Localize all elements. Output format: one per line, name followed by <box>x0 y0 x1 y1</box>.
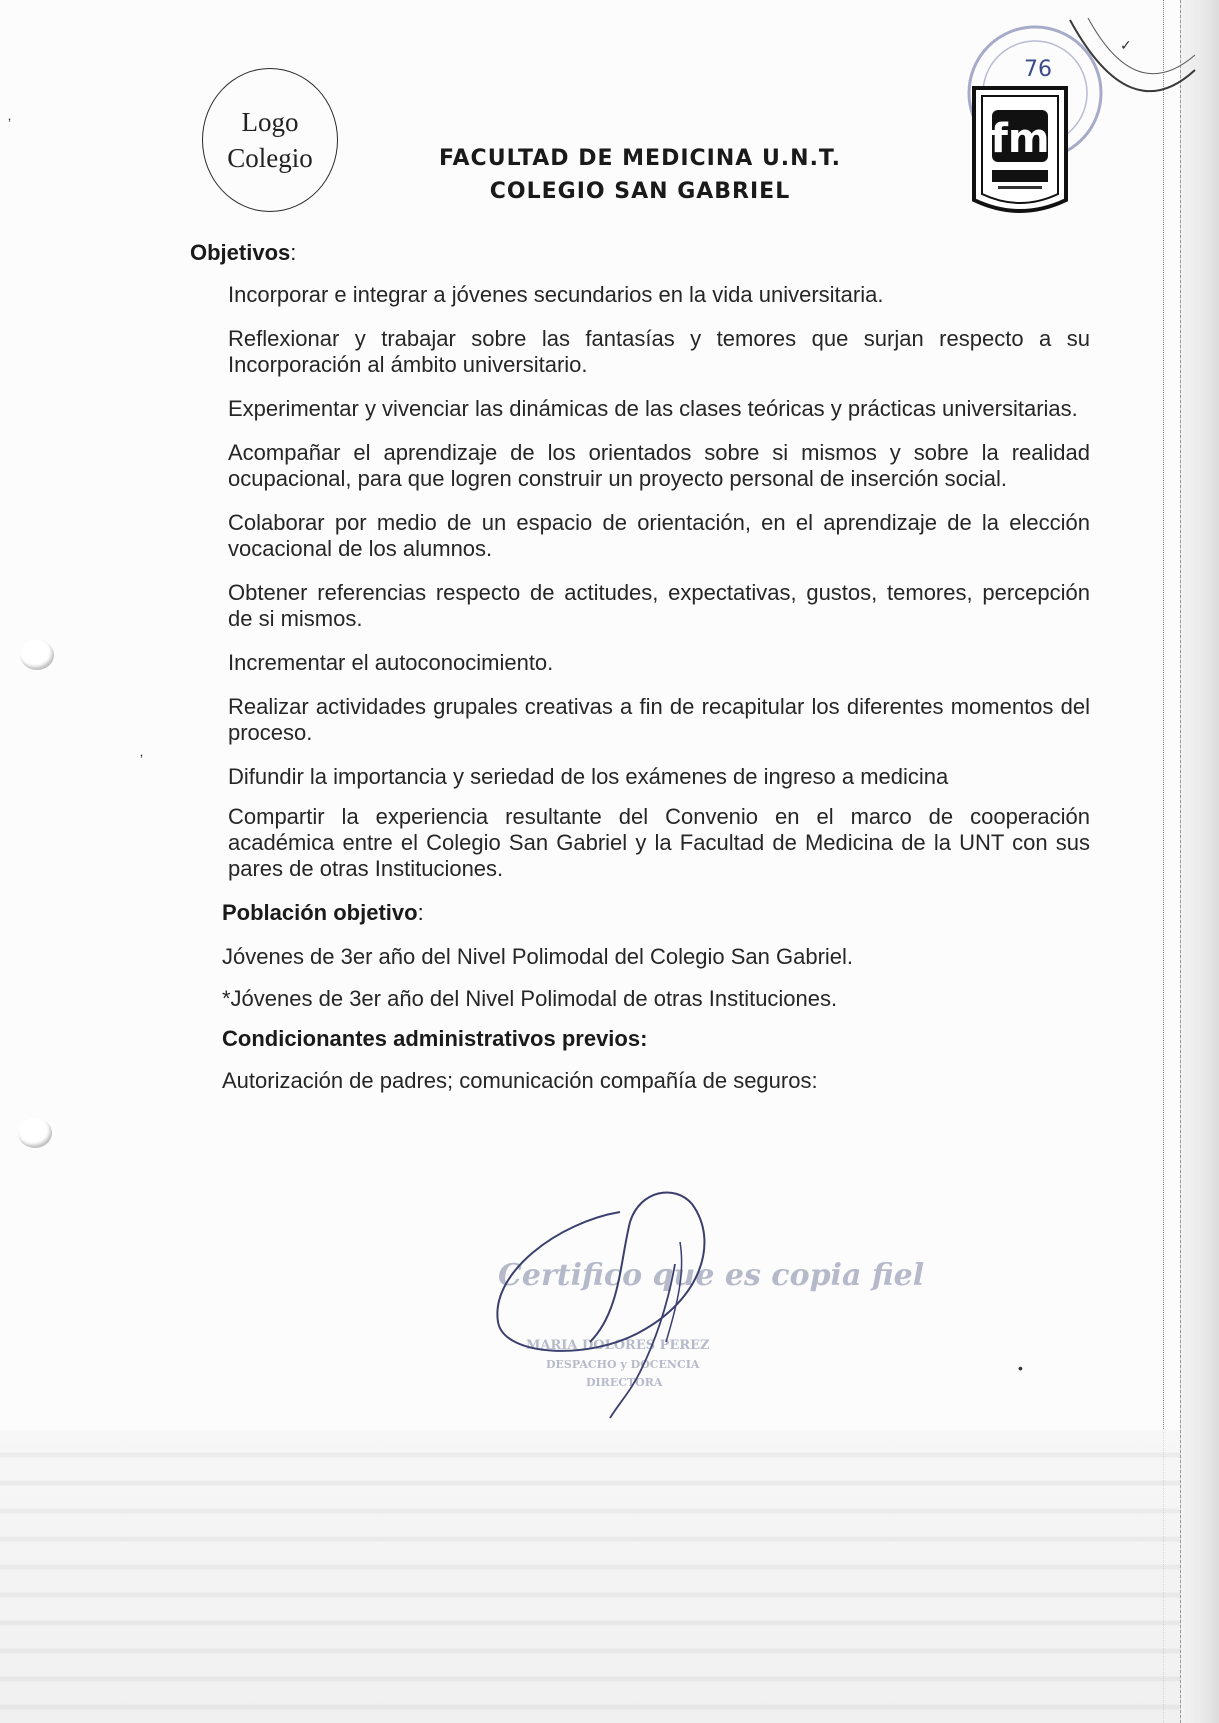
objetivo-item: Compartir la experiencia resultante del Convenio en el marco de cooperación académica entre el Colegio San Gabriel y la Facultad de Medicina de la UNT con sus pares de otras Instituciones. <box>228 804 1090 881</box>
cert-role: DIRECTORA <box>586 1376 663 1389</box>
cert-dept: DESPACHO y DOCENCIA <box>546 1358 700 1371</box>
punch-hole-top <box>20 640 54 670</box>
logo-text: Logo <box>241 107 299 137</box>
scan-speck: • <box>1018 1360 1023 1376</box>
objetivo-item: Obtener referencias respecto de actitudes, expectativas, gustos, temores, percepción de si mismos. <box>228 580 1090 631</box>
stamp-number: 76 <box>1024 57 1052 82</box>
punch-hole-bottom <box>18 1118 52 1148</box>
poblacion-heading: Población objetivo: <box>222 900 424 925</box>
school-logo-placeholder <box>202 68 338 212</box>
cert-text: Certifico que es copia fiel <box>498 1258 925 1293</box>
poblacion-item: Jóvenes de 3er año del Nivel Polimodal del Colegio San Gabriel. <box>222 944 854 969</box>
objetivo-item: Realizar actividades grupales creativas a fin de recapitular los diferentes momentos del proceso. <box>228 694 1090 745</box>
objetivo-item: Experimentar y vivenciar las dinámicas de las clases teóricas y prácticas universitarias. <box>228 396 1078 421</box>
bleed-through-text <box>0 1430 1180 1723</box>
handwritten-signature <box>470 1182 800 1422</box>
poblacion-item: *Jóvenes de 3er año del Nivel Polimodal de otras Instituciones. <box>222 986 838 1011</box>
scan-edge <box>1180 0 1219 1723</box>
cert-name: MARIA DOLORES PEREZ <box>526 1338 710 1353</box>
document-body <box>190 238 1090 1094</box>
scan-speck: ʼ <box>140 752 144 768</box>
objetivos-heading: Objetivos: <box>190 240 297 265</box>
document-title <box>380 142 900 208</box>
entrada-stamp <box>1060 10 1200 120</box>
objetivo-item: Incorporar e integrar a jóvenes secundarios en la vida universitaria. <box>228 282 884 307</box>
objetivo-item: Incrementar el autoconocimiento. <box>228 650 554 675</box>
logo-text: Colegio <box>227 143 313 173</box>
poblacion-section <box>222 898 1090 1094</box>
objetivos-list <box>228 282 1090 882</box>
faculty-medicine-logo <box>968 82 1072 222</box>
scan-speck: ʼ <box>8 116 12 132</box>
objetivo-item: Acompañar el aprendizaje de los orientados sobre si mismos y sobre la realidad ocupacional, para que logren construir un proyecto personal de inserción social. <box>228 440 1090 491</box>
title-faculty: FACULTAD DE MEDICINA U.N.T. <box>439 146 841 171</box>
condicionantes-heading: Condicionantes administrativos previos: <box>222 1026 648 1051</box>
objetivo-item: Reflexionar y trabajar sobre las fantasías y temores que surjan respecto a su Incorporación al ámbito universitario. <box>228 326 1090 377</box>
fm-letters: fm <box>990 116 1050 162</box>
svg-text:✓: ✓ <box>1120 38 1132 54</box>
objetivo-item: Colaborar por medio de un espacio de orientación, en el aprendizaje de la elección vocacional de los alumnos. <box>228 510 1090 561</box>
title-school: COLEGIO SAN GABRIEL <box>489 179 791 204</box>
condicionantes-text: Autorización de padres; comunicación compañía de seguros: <box>222 1068 818 1093</box>
objetivo-item: Difundir la importancia y seriedad de los exámenes de ingreso a medicina <box>228 764 949 789</box>
